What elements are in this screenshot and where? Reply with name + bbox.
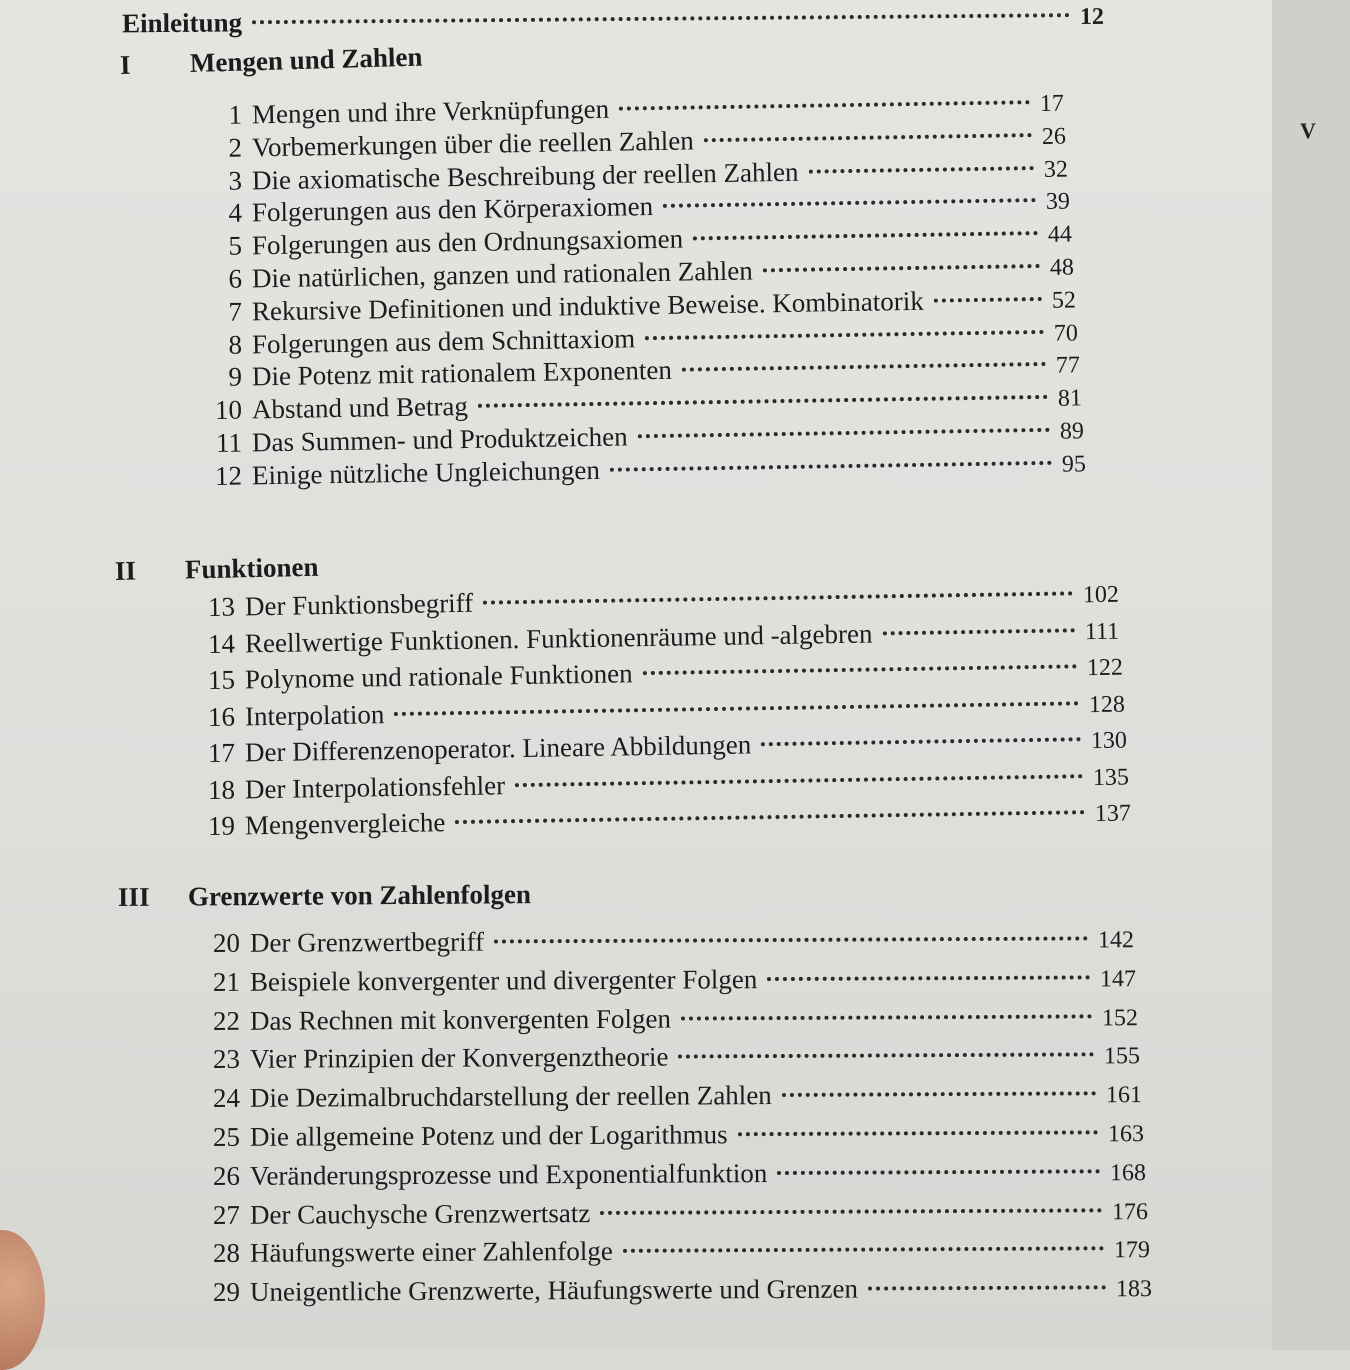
leader-dots [704, 133, 1032, 142]
toc-entry [210, 923, 1150, 962]
section-page: 39 [1045, 188, 1071, 216]
section-title: Der Differenzenoperator. Lineare Abbildungen [244, 729, 752, 768]
chapter-number: III [117, 881, 150, 912]
leader-dots [682, 362, 1046, 372]
toc-entry [210, 1001, 1154, 1040]
section-title: Die Potenz mit rationalem Exponenten [251, 355, 673, 392]
section-title: Die natürlichen, ganzen und rationalen Zahlen [251, 255, 753, 294]
section-page: 122 [1086, 654, 1124, 682]
section-number: 9 [228, 361, 243, 393]
section-number: 12 [214, 460, 243, 491]
chapter-title: Grenzwerte von Zahlenfolgen [187, 879, 532, 912]
section-number: 18 [207, 774, 236, 805]
section-number: 27 [212, 1199, 241, 1230]
section-number: 22 [212, 1005, 241, 1036]
leader-dots [638, 428, 1050, 438]
section-number: 2 [228, 132, 243, 163]
section-number: 16 [207, 701, 236, 732]
toc-entry [210, 1078, 1158, 1117]
toc-entry [210, 1156, 1162, 1195]
section-title: Interpolation [244, 698, 385, 731]
section-title: Der Cauchysche Grenzwertsatz [249, 1197, 591, 1230]
leader-dots [252, 13, 1070, 24]
leader-dots [610, 461, 1052, 472]
section-number: 3 [228, 165, 243, 196]
chapter-heading [115, 552, 319, 590]
section-title: Der Funktionsbegriff [244, 587, 474, 622]
section-page: 70 [1053, 319, 1079, 347]
intro-entry [122, 0, 1132, 42]
section-page: 135 [1092, 763, 1130, 791]
section-title: Folgerungen aus den Körperaxiomen [251, 191, 654, 228]
leader-dots [777, 1169, 1100, 1175]
leader-dots [934, 297, 1042, 303]
toc-entry [210, 1117, 1160, 1156]
section-page: 176 [1111, 1198, 1149, 1225]
section-page: 183 [1115, 1276, 1153, 1303]
section-title: Beispiele konvergenter und divergenter Folgen [249, 963, 758, 997]
section-page: 163 [1107, 1121, 1145, 1148]
leader-dots [693, 231, 1038, 240]
section-number: 21 [212, 966, 241, 997]
intro-title: Einleitung [121, 7, 243, 39]
section-page: 161 [1105, 1082, 1143, 1109]
section-title: Folgerungen aus dem Schnittaxiom [251, 322, 636, 359]
section-title: Häufungswerte einer Zahlenfolge [249, 1236, 613, 1269]
section-title: Vorbemerkungen über die reellen Zahlen [251, 125, 694, 163]
section-title: Abstand und Betrag [251, 391, 469, 425]
section-number: 20 [212, 927, 241, 958]
section-page: 155 [1103, 1043, 1141, 1070]
margin-mark: V [1300, 118, 1316, 143]
section-title: Der Interpolationsfehler [244, 769, 506, 804]
section-page: 142 [1097, 927, 1135, 954]
leader-dots [645, 330, 1044, 340]
leader-dots [478, 395, 1048, 408]
section-number: 1 [228, 99, 243, 130]
section-number: 26 [212, 1160, 241, 1191]
section-page: 102 [1082, 581, 1120, 609]
toc-entry [210, 962, 1152, 1001]
toc-entry [210, 1233, 1166, 1272]
section-page: 89 [1059, 418, 1085, 445]
section-number: 15 [207, 664, 236, 695]
toc-entry [210, 1195, 1164, 1234]
section-number: 6 [228, 263, 243, 294]
leader-dots [600, 1208, 1102, 1215]
section-title: Mengen und ihre Verknüpfungen [251, 93, 610, 130]
section-page: 168 [1109, 1159, 1147, 1187]
leader-dots [868, 1285, 1106, 1290]
toc-entry [210, 1039, 1156, 1078]
section-number: 11 [215, 427, 243, 458]
leader-dots [782, 1092, 1096, 1098]
section-title: Uneigentliche Grenzwerte, Häufungswerte und Grenzen [249, 1273, 859, 1307]
section-number: 23 [212, 1044, 241, 1075]
chapter-number: II [114, 555, 137, 586]
leader-dots [681, 1014, 1092, 1020]
leader-dots [643, 664, 1077, 675]
section-page: 95 [1061, 451, 1087, 478]
leader-dots [767, 975, 1090, 981]
chapter-heading [118, 879, 531, 916]
section-number: 14 [207, 628, 236, 659]
section-number: 28 [212, 1238, 241, 1269]
section-number: 13 [207, 591, 236, 622]
chapter-number: I [119, 49, 131, 80]
section-page: 44 [1047, 221, 1073, 249]
leader-dots [763, 264, 1040, 272]
section-title: Vier Prinzipien der Konvergenztheorie [249, 1041, 669, 1075]
leader-dots [663, 198, 1036, 208]
intro-page: 12 [1079, 3, 1105, 31]
leader-dots [678, 1053, 1094, 1059]
chapter-heading [120, 42, 423, 84]
leader-dots [738, 1130, 1098, 1136]
section-title: Die Dezimalbruchdarstellung der reellen Zahlen [249, 1080, 772, 1113]
section-page: 32 [1043, 156, 1069, 183]
leader-dots [623, 1247, 1104, 1254]
section-page: 130 [1090, 727, 1128, 755]
section-page: 179 [1113, 1237, 1151, 1264]
facing-page-edge [1272, 0, 1350, 1350]
section-number: 29 [212, 1277, 241, 1308]
section-number: 24 [212, 1083, 241, 1114]
leader-dots [515, 774, 1083, 787]
section-title: Das Summen- und Produktzeichen [251, 421, 628, 458]
section-page: 111 [1084, 618, 1120, 645]
section-number: 10 [214, 394, 243, 426]
section-number: 8 [228, 329, 243, 360]
section-number: 4 [228, 197, 243, 229]
section-title: Mengenvergleiche [244, 807, 446, 841]
leader-dots [761, 737, 1081, 746]
section-title: Polynome und rationale Funktionen [244, 658, 633, 695]
section-title: Reellwertige Funktionen. Funktionenräume und -algebren [244, 618, 873, 658]
section-page: 137 [1094, 800, 1132, 828]
section-number: 5 [228, 230, 243, 261]
leader-dots [494, 936, 1088, 943]
section-title: Das Rechnen mit konvergenten Folgen [249, 1003, 671, 1036]
section-page: 77 [1055, 352, 1081, 380]
section-page: 147 [1099, 965, 1137, 993]
section-number: 19 [207, 810, 236, 841]
chapter-title: Mengen und Zahlen [189, 41, 423, 79]
leader-dots [619, 100, 1030, 110]
section-page: 17 [1039, 90, 1065, 117]
section-page: 152 [1101, 1004, 1139, 1031]
leader-dots [394, 701, 1079, 716]
chapter-title: Funktionen [184, 551, 319, 585]
section-title: Die allgemeine Potenz und der Logarithmus [249, 1119, 728, 1152]
section-title: Rekursive Definitionen und induktive Beweise. Kombinatorik [251, 285, 925, 327]
section-title: Einige nützliche Ungleichungen [251, 454, 601, 491]
leader-dots [483, 591, 1073, 604]
section-number: 7 [228, 296, 243, 327]
section-title: Veränderungsprozesse und Exponentialfunktion [249, 1157, 768, 1191]
leader-dots [455, 810, 1085, 824]
section-title: Der Grenzwertbegriff [249, 926, 485, 958]
section-page: 81 [1057, 385, 1083, 412]
leader-dots [882, 628, 1074, 635]
section-title: Folgerungen aus den Ordnungsaxiomen [251, 223, 684, 261]
toc-entry [210, 1272, 1168, 1311]
section-number: 17 [207, 737, 236, 768]
section-page: 128 [1088, 691, 1126, 718]
section-number: 25 [212, 1121, 241, 1152]
section-page: 52 [1051, 287, 1077, 314]
section-page: 26 [1041, 123, 1067, 150]
section-page: 48 [1049, 254, 1075, 281]
section-title: Die axiomatische Beschreibung der reellen Zahlen [251, 156, 799, 195]
leader-dots [808, 166, 1034, 174]
